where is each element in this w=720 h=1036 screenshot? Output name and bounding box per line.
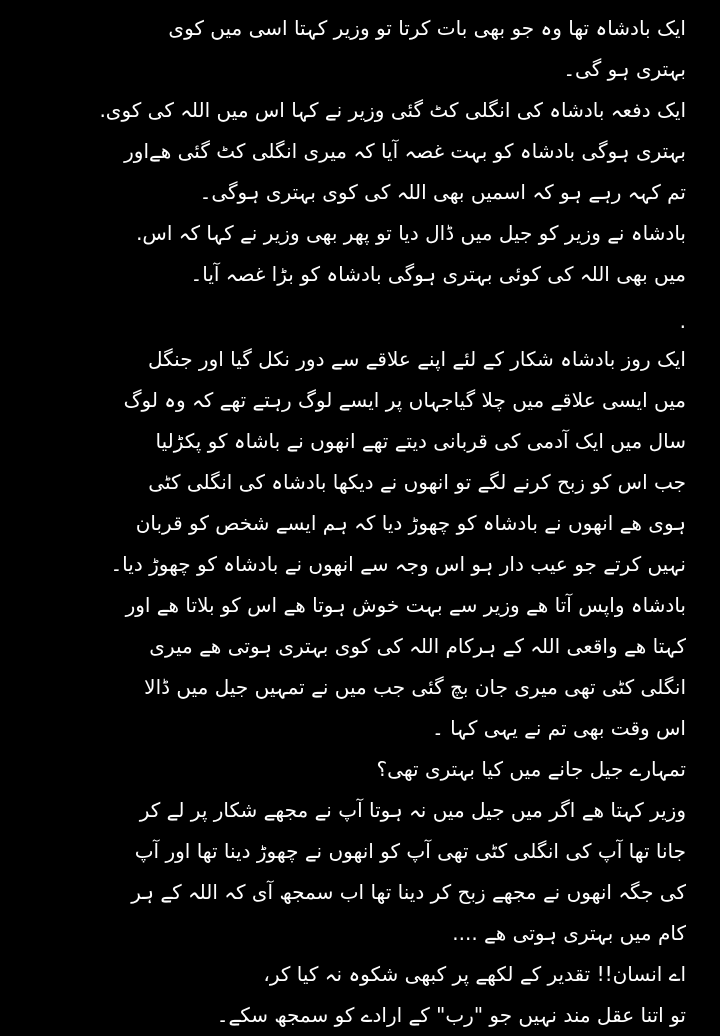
story-line-7: میں بھی اللہ کی کوئی بہتری ہوگی بادشاہ کو بڑا غصہ آیا۔ — [190, 262, 686, 286]
story-line-1: ایک بادشاہ تھا وہ جو بھی بات کرتا تو وزیر کہتا اسی میں کوی — [168, 16, 686, 40]
story-line-5: تم کہہ رہے ہو کہ اسمیں بھی اللہ کی کوی بہتری ہوگی۔ — [199, 180, 686, 204]
story-line-20: جانا تھا آپ کی انگلی کٹی تھی آپ کو انھوں نے چھوڑ دینا تھا اور آپ — [134, 839, 686, 863]
story-line-2: بہتری ہو گی۔ — [563, 57, 686, 81]
story-line-12: ہوی ھے انھوں نے بادشاہ کو چھوڑ دیا کہ ہم ایسے شخص کو قربان — [135, 511, 686, 535]
story-line-23: اے انسان!! تقدیر کے لکھے پر کبھی شکوہ نہ کیا کر، — [263, 962, 686, 986]
story-line-10: سال میں ایک آدمی کی قربانی دیتے تھے انھوں نے باشاہ کو پکڑلیا — [155, 429, 686, 453]
story-line-6: بادشاہ نے وزیر کو جیل میں ڈال دیا تو پھر بھی وزیر نے کہا کہ اس. — [136, 221, 686, 245]
story-line-13: نہیں کرتے جو عیب دار ہو اس وجہ سے انھوں نے بادشاہ کو چھوڑ دیا۔ — [110, 552, 686, 576]
story-line-11: جب اس کو زبح کرنے لگے تو انھوں نے دیکھا بادشاہ کی انگلی کٹی — [148, 470, 686, 494]
story-line-24: تو اتنا عقل مند نہیں جو "رب" کے ارادے کو سمجھ سکے۔ — [216, 1003, 686, 1027]
story-separator-dot: . — [679, 311, 686, 333]
story-line-9: میں ایسی علاقے میں چلا گیاجہاں پر ایسے لوگ رہتے تھے کہ وہ لوگ — [123, 388, 686, 412]
story-line-22: کام میں بہتری ہوتی ھے .... — [452, 921, 686, 945]
story-line-18: تمہارے جیل جانے میں کیا بہتری تھی؟ — [376, 757, 686, 781]
story-line-14: بادشاہ واپس آتا ھے وزیر سے بہت خوش ہوتا ھے اس کو بلاتا ھے اور — [125, 593, 686, 617]
story-line-17: اس وقت بھی تم نے یہی کہا ۔ — [432, 716, 686, 740]
story-line-8: ایک روز بادشاہ شکار کے لئے اپنے علاقے سے دور نکل گیا اور جنگل — [147, 347, 686, 371]
story-line-16: انگلی کٹی تھی میری جان بچ گئی جب میں نے تمہیں جیل میں ڈالا — [144, 675, 686, 699]
story-line-4: بہتری ہوگی بادشاہ کو بہت غصہ آیا کہ میری انگلی کٹ گئی ھےاور — [124, 139, 686, 163]
story-line-19: وزیر کہتا ھے اگر میں جیل میں نہ ہوتا آپ نے مجھے شکار پر لے کر — [139, 798, 686, 822]
paragraph-gap — [22, 295, 686, 311]
story-line-15: کہتا ھے واقعی اللہ کے ہرکام اللہ کی کوی بہتری ہوتی ھے میری — [149, 634, 686, 658]
story-line-21: کی جگہ انھوں نے مجھے زبح کر دینا تھا اب سمجھ آی کہ اللہ کے ہر — [131, 880, 686, 904]
story-line-3: ایک دفعہ بادشاہ کی انگلی کٹ گئی وزیر نے کہا اس میں اللہ کی کوی. — [99, 98, 686, 122]
